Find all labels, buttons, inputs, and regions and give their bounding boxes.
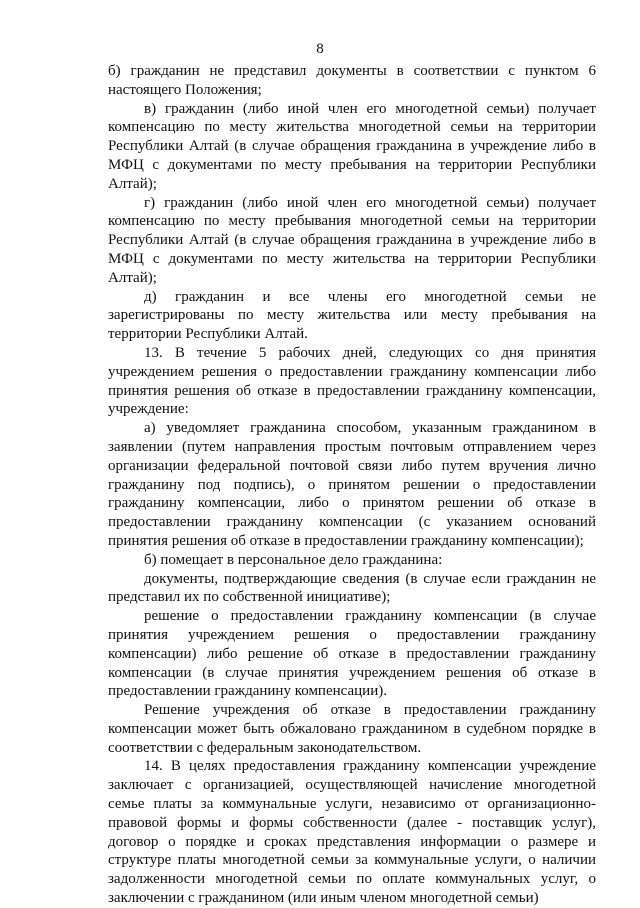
page-number: 8 xyxy=(316,41,324,57)
paragraph-decision: решение о предоставлении гражданину компенсации (в случае принятия учреждением решения о предоставлении гражданину компенсации) либо решение об отказе в предоставлении гражданину компенсации (в случае принятия учреждением решения об отказе в предоставлении гражданину компенсации). xyxy=(108,608,596,700)
paragraph-item-b-continuation: б) гражданин не представил документы в соответствии с пунктом 6 настоящего Положения; xyxy=(108,63,596,98)
paragraph-documents: документы, подтверждающие сведения (в случае если гражданин не представил их по собственной инициативе); xyxy=(108,570,596,606)
paragraph-item-g: г) гражданин (либо иной член его многодетной семьи) получает компенсацию по месту пребывания многодетной семьи на территории Республики Алтай (в случае обращения гражданина в учреждение либо в МФЦ с документами по месту жительства на территории Республики Алтай); xyxy=(108,194,596,286)
paragraph-clause-13: 13. В течение 5 рабочих дней, следующих со дня принятия учреждением решения о предоставлении гражданину компенсации либо принятия решения об отказе в предоставлении гражданину компенсации, учреждение: xyxy=(108,344,596,418)
paragraph-item-d: д) гражданин и все члены его многодетной семьи не зарегистрированы по месту жительства или месту пребывания на территории Республики Алтай. xyxy=(108,288,596,343)
paragraph-appeal: Решение учреждения об отказе в предоставлении гражданину компенсации может быть обжаловано гражданином в судебном порядке в соответствии с федеральным законодательством. xyxy=(108,702,596,756)
paragraph-clause-13-a: а) уведомляет гражданина способом, указанным гражданином в заявлении (путем направления простым почтовым отправлением через организации федеральной почтовой связи либо путем вручения лично гражданину под подпись), о принятом решении о предоставлении гражданину компенсации, либо о принятом решении об отказе в предоставлении гражданину компенсации (с указанием оснований принятия решения об отказе в предоставлении гражданину компенсации); xyxy=(108,420,596,549)
paragraph-item-v: в) гражданин (либо иной член его многодетной семьи) получает компенсацию по месту жительства многодетной семьи на территории Республики Алтай (в случае обращения гражданина в учреждение либо в МФЦ с документами по месту пребывания на территории Республики Алтай); xyxy=(108,100,596,192)
paragraph-clause-14: 14. В целях предоставления гражданину компенсации учреждение заключает с организацией, осуществляющей начисление многодетной семье платы за коммунальные услуги, независимо от организационно-правовой формы и формы собственности (далее - поставщик услуг), договор о порядке и сроках представления информации о размере и структуре платы многодетной семьи за коммунальные услуги, о наличии задолженности многодетной семьи по оплате коммунальных услуг, о заключении с гражданином (или иным членом многодетной семьи) xyxy=(108,758,596,907)
paragraph-clause-13-b: б) помещает в персональное дело гражданина: xyxy=(144,551,443,568)
document-body xyxy=(108,62,596,908)
